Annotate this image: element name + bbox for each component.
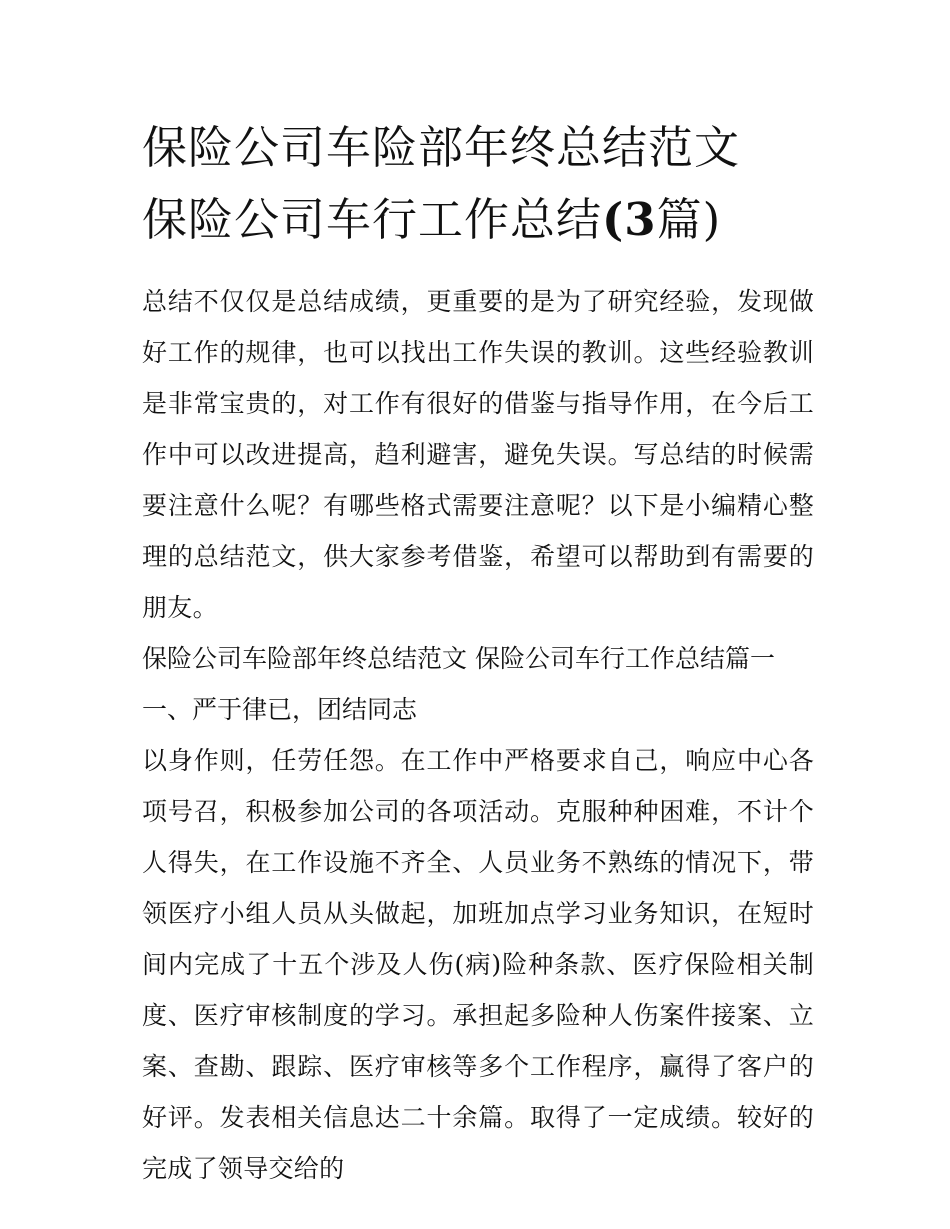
title-count-number: (3 [602, 193, 657, 246]
title-count-suffix: 篇) [656, 193, 722, 246]
title-line-2-text: 保险公司车行工作总结 [142, 193, 603, 246]
document-content [142, 112, 814, 1194]
document-title [142, 112, 814, 256]
title-line-2 [142, 184, 814, 256]
document-body [142, 276, 814, 1194]
intro-paragraph: 总结不仅仅是总结成绩，更重要的是为了研究经验，发现做好工作的规律，也可以找出工作失误的教训。这些经验教训是非常宝贵的，对工作有很好的借鉴与指导作用，在今后工作中可以改进提高，趋利避害，避免失误。写总结的时候需要注意什么呢？有哪些格式需要注意呢？以下是小编精心整理的总结范文，供大家参考借鉴，希望可以帮助到有需要的朋友。 [142, 287, 814, 622]
section-title: 保险公司车险部年终总结范文 保险公司车行工作总结篇一 [142, 644, 775, 673]
title-line-1: 保险公司车险部年终总结范文 [142, 121, 741, 174]
subsection-title: 一、严于律已，团结同志 [142, 695, 418, 724]
section-paragraph: 以身作则，任劳任怨。在工作中严格要求自己，响应中心各项号召，积极参加公司的各项活动。克服种种困难，不计个人得失，在工作设施不齐全、人员业务不熟练的情况下，带领医疗小组人员从头做起，加班加点学习业务知识，在短时间内完成了十五个涉及人伤(病)险种条款、医疗保险相关制度、医疗审核制度的学习。承担起多险种人伤案件接案、立案、查勘、跟踪、医疗审核等多个工作程序，赢得了客户的好评。发表相关信息达二十余篇。取得了一定成绩。较好的完成了领导交给的 [142, 746, 814, 1183]
